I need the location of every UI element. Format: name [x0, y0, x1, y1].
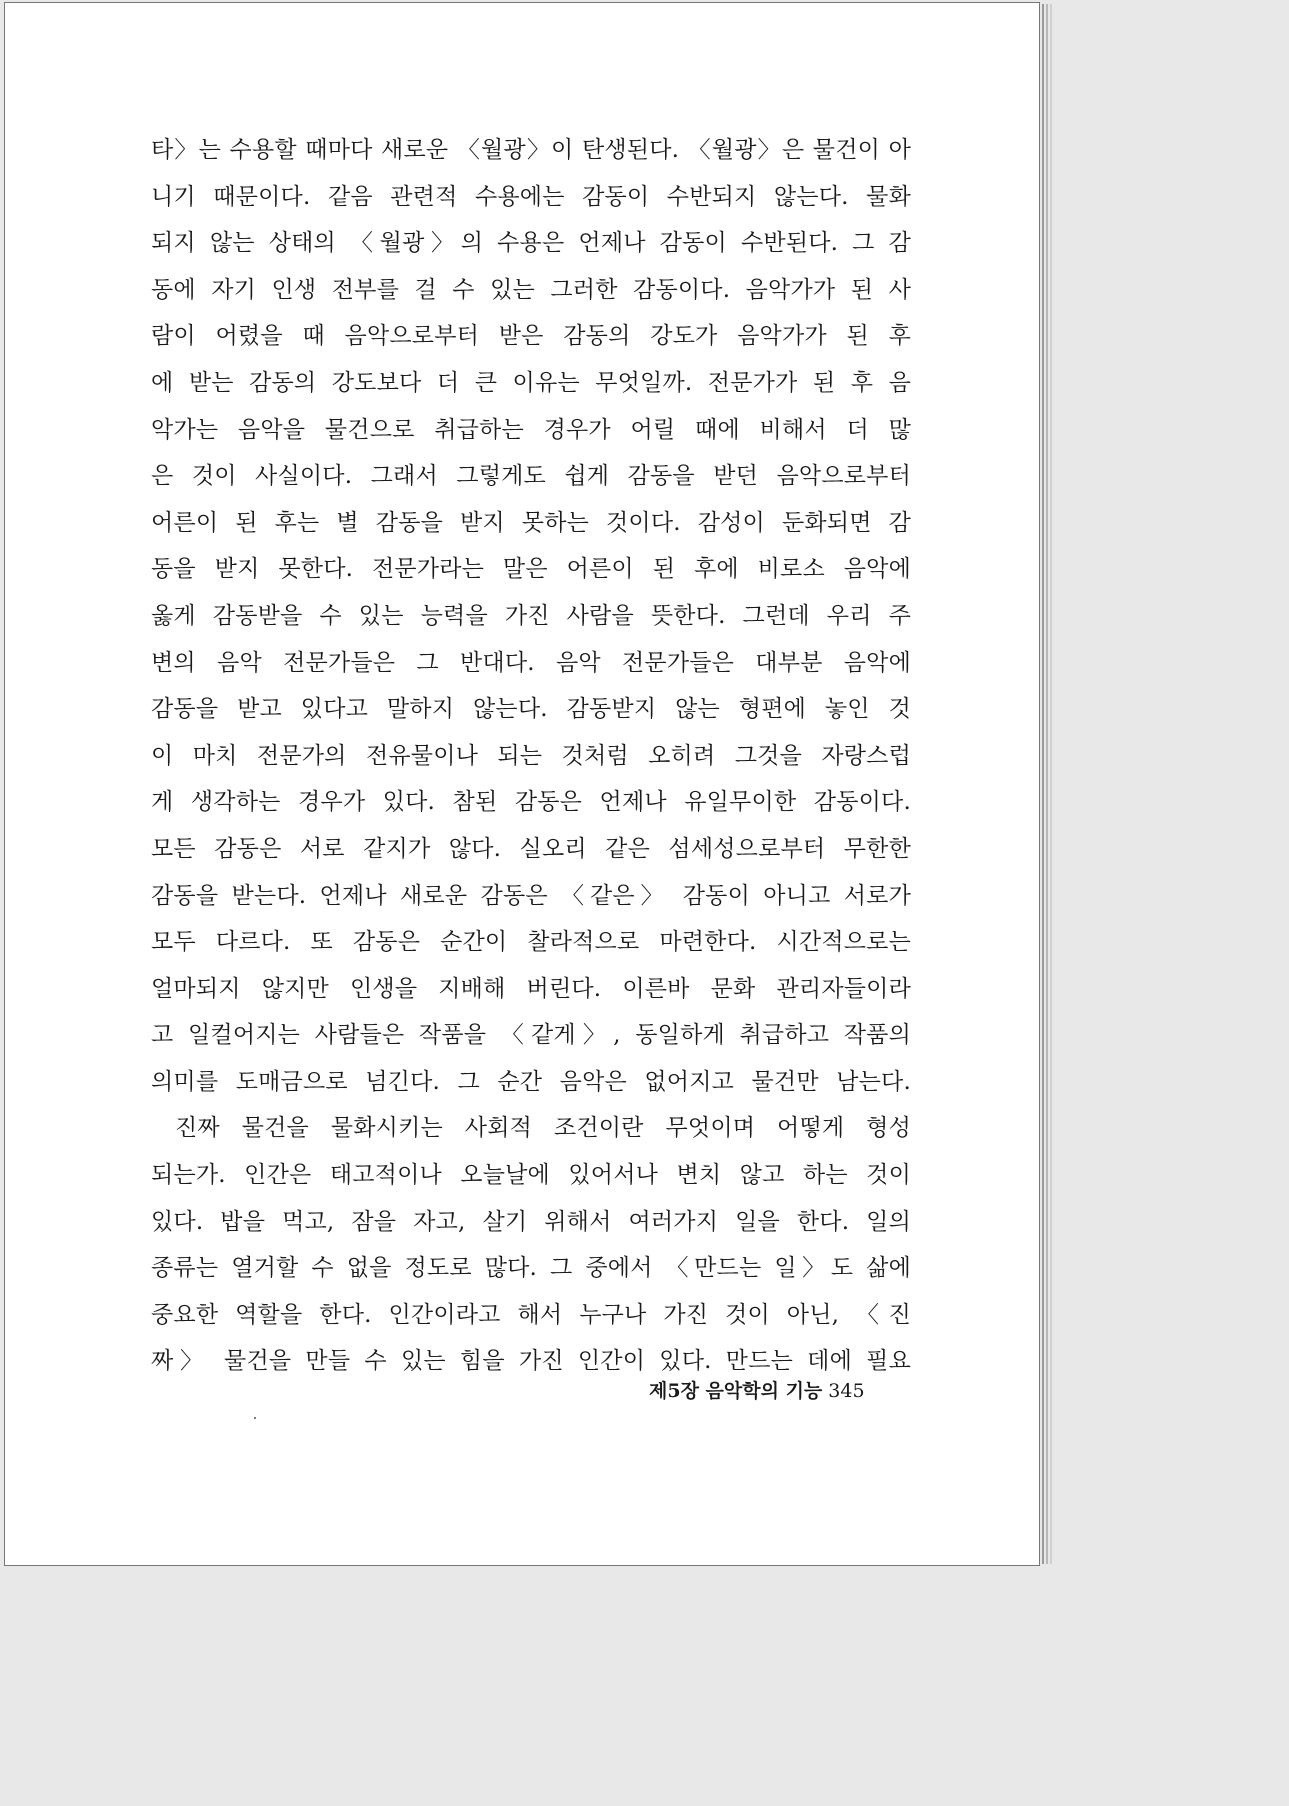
running-footer: [649, 1376, 865, 1403]
page-number: 345: [828, 1380, 865, 1402]
text-line: 모두 다르다. 또 감동은 순간이 찰라적으로 마련한다. 시간적으로는: [151, 929, 911, 956]
paragraph-start-line: 진짜 물건을 물화시키는 사회적 조건이란 무엇이며 어떻게 형성: [175, 1115, 911, 1142]
text-line: 종류는 열거할 수 없을 정도로 많다. 그 중에서 〈만드는 일〉도 삶에: [151, 1255, 911, 1282]
text-line: 고 일컬어지는 사람들은 작품을 〈같게〉, 동일하게 취급하고 작품의: [151, 1022, 911, 1049]
text-line: 이 마치 전문가의 전유물이나 되는 것처럼 오히려 그것을 자랑스럽: [151, 742, 911, 769]
text-line: 변의 음악 전문가들은 그 반대다. 음악 전문가들은 대부분 음악에: [151, 649, 911, 676]
text-line: 짜〉 물건을 만들 수 있는 힘을 가진 인간이 있다. 만드는 데에 필요: [151, 1348, 911, 1375]
text-line: 람이 어렸을 때 음악으로부터 받은 감동의 강도가 음악가가 된 후: [151, 323, 911, 350]
text-line: 감동을 받는다. 언제나 새로운 감동은 〈같은〉 감동이 아니고 서로가: [151, 882, 911, 909]
text-line: 의미를 도매금으로 넘긴다. 그 순간 음악은 없어지고 물건만 남는다.: [151, 1068, 911, 1095]
body-text: [151, 127, 911, 1385]
page-edge-shadow: [1050, 4, 1052, 1564]
text-line: 어른이 된 후는 별 감동을 받지 못하는 것이다. 감성이 둔화되면 감: [151, 509, 911, 536]
text-line: 되는가. 인간은 태고적이나 오늘날에 있어서나 변치 않고 하는 것이: [151, 1162, 911, 1189]
page-edge-shadow: [1042, 4, 1044, 1564]
text-line: 니기 때문이다. 같음 관련적 수용에는 감동이 수반되지 않는다. 물화: [151, 183, 911, 210]
text-line: 에 받는 감동의 강도보다 더 큰 이유는 무엇일까. 전문가가 된 후 음: [151, 369, 911, 396]
text-line: 타〉는 수용할 때마다 새로운 〈월광〉이 탄생된다. 〈월광〉은 물건이 아: [151, 137, 911, 163]
text-line: 옳게 감동받을 수 있는 능력을 가진 사람을 뜻한다. 그런데 우리 주: [151, 602, 911, 629]
text-line: 은 것이 사실이다. 그래서 그렇게도 쉽게 감동을 받던 음악으로부터: [151, 463, 911, 490]
page-edge-shadow: [1046, 4, 1048, 1564]
text-line: 모든 감동은 서로 같지가 않다. 실오리 같은 섬세성으로부터 무한한: [151, 835, 911, 862]
text-line: 있다. 밥을 먹고, 잠을 자고, 살기 위해서 여러가지 일을 한다. 일의: [151, 1208, 911, 1235]
text-line: 게 생각하는 경우가 있다. 참된 감동은 언제나 유일무이한 감동이다.: [151, 789, 911, 816]
text-line: 중요한 역할을 한다. 인간이라고 해서 누구나 가진 것이 아닌, 〈진: [151, 1301, 911, 1328]
text-line: 얼마되지 않지만 인생을 지배해 버린다. 이른바 문화 관리자들이라: [151, 975, 911, 1002]
text-line: 악가는 음악을 물건으로 취급하는 경우가 어릴 때에 비해서 더 많: [151, 416, 911, 443]
text-line: 감동을 받고 있다고 말하지 않는다. 감동받지 않는 형편에 놓인 것: [151, 696, 911, 723]
text-line: 되지 않는 상태의 〈월광〉의 수용은 언제나 감동이 수반된다. 그 감: [151, 230, 911, 257]
scan-speck: [254, 1417, 256, 1419]
text-line: 동에 자기 인생 전부를 걸 수 있는 그러한 감동이다. 음악가가 된 사: [151, 276, 911, 303]
text-line: 동을 받지 못한다. 전문가라는 말은 어른이 된 후에 비로소 음악에: [151, 556, 911, 583]
chapter-title: 제5장 음악학의 기능: [649, 1380, 823, 1402]
book-page: [4, 2, 1040, 1566]
